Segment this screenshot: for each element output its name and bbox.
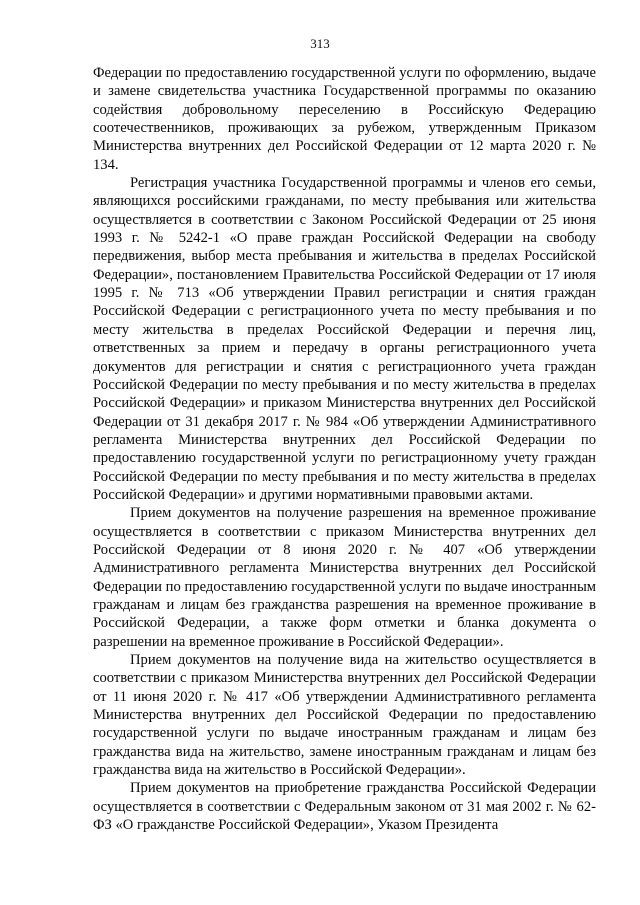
paragraph-temporary-residence: Прием документов на получение разрешения на временное проживание осуществляется в соответствии с приказом Министерства внутренних дел Российской Федерации от 8 июня 2020 г. № 407 «Об утверждении Административного регламента Министерства внутренних дел Российской Федерации по предоставлению государственной услуги по выдаче иностранным гражданам и лицам без гражданства разрешения на временное проживание в Российской Федерации, а также форм отметки и бланка документа о разрешении на временное проживание в Российской Федерации». [93, 505, 596, 650]
page-number: 313 [310, 36, 330, 51]
paragraph-residence-permit: Прием документов на получение вида на жительство осуществляется в соответствии с приказом Министерства внутренних дел Российской Федерации от 11 июня 2020 г. № 417 «Об утверждении Административного регламента Министерства внутренних дел Российской Федерации по предоставлению государственной услуги по выдаче иностранным гражданам и лицам без гражданства вида на жительство, замене иностранным гражданам и лицам без гражданства вида на жительство в Российской Федерации». [93, 652, 596, 779]
document-body [93, 64, 596, 834]
paragraph-citizenship: Прием документов на приобретение гражданства Российской Федерации осуществляется в соответствии с Федеральным законом от 31 мая 2002 г. № 62-ФЗ «О гражданстве Российской Федерации», Указом Президента [93, 780, 596, 834]
paragraph-continuation: Федерации по предоставлению государственной услуги по оформлению, выдаче и замене свидетельства участника Государственной программы по оказанию содействия добровольному переселению в Российскую Федерацию соотечественников, проживающих за рубежом, утвержденным Приказом Министерства внутренних дел Российской Федерации от 12 марта 2020 г. № 134. [93, 65, 596, 173]
paragraph-registration: Регистрация участника Государственной программы и членов его семьи, являющихся российскими гражданами, по месту пребывания или жительства осуществляется в соответствии с Законом Российской Федерации от 25 июня 1993 г. № 5242-1 «О праве граждан Российской Федерации на свободу передвижения, выбор места пребывания и жительства в пределах Российской Федерации», постановлением Правительства Российской Федерации от 17 июля 1995 г. № 713 «Об утверждении Правил регистрации и снятия граждан Российской Федерации с регистрационного учета по месту пребывания и по месту жительства в пределах Российской Федерации и перечня лиц, ответственных за прием и передачу в органы регистрационного учета документов для регистрации и снятия с регистрационного учета граждан Российской Федерации по месту пребывания и по месту жительства в пределах Российской Федерации» и приказом Министерства внутренних дел Российской Федерации от 31 декабря 2017 г. № 984 «Об утверждении Административного регламента Министерства внутренних дел Российской Федерации по предоставлению государственной услуги по регистрационному учету граждан Российской Федерации по месту пребывания и по месту жительства в пределах Российской Федерации» и другими нормативными правовыми актами. [93, 175, 596, 503]
